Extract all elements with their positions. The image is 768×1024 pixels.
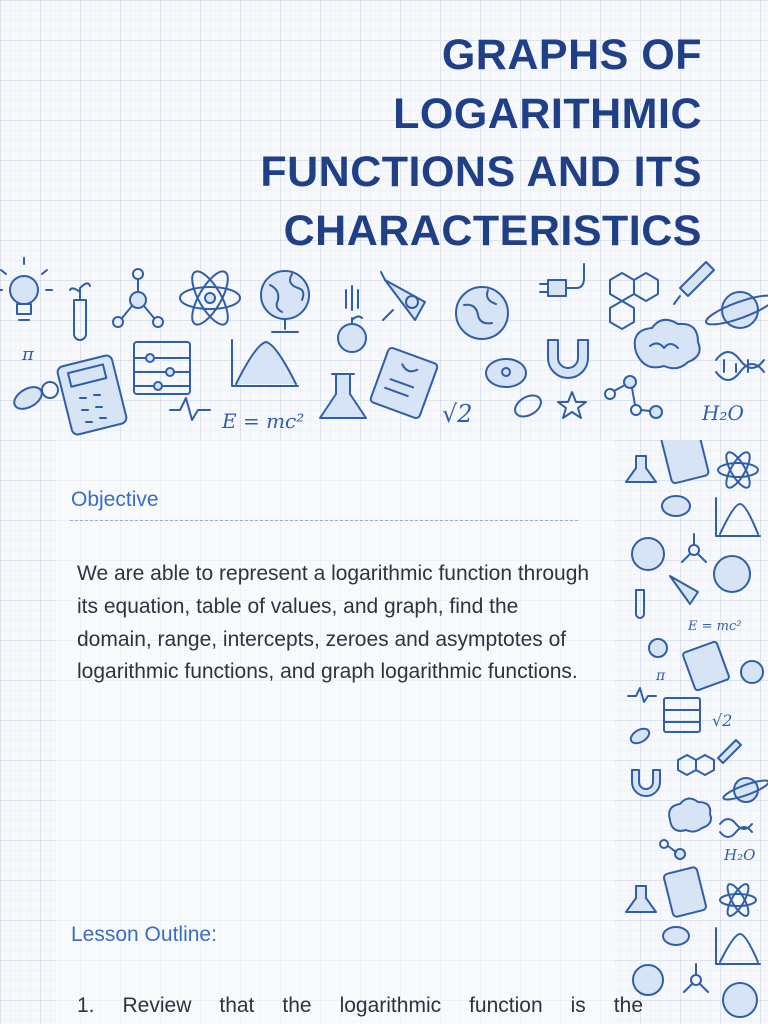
pi-symbol: π [656,668,666,684]
emc2-formula: E = mc² [222,409,305,433]
pills-icon [11,382,58,413]
globe-icon [261,271,309,332]
rocket-icon [670,576,698,604]
magnet-icon [632,770,660,796]
falling-apple-icon [649,639,667,657]
abacus-icon [134,342,190,394]
dna-icon [716,352,764,380]
test-tube-icon [636,590,644,618]
brain-icon [669,798,711,831]
flask-icon [626,456,656,482]
science-doodle-band [0,250,768,440]
title-line-1: GRAPHS OF [441,31,702,79]
list-item-text: Review that the logarithmic function is the [122,994,643,1017]
calculator-icon [56,354,127,435]
microbe-icon [663,927,689,945]
microbe-icon [486,359,545,421]
molecule-icon [682,534,706,562]
objective-divider [70,520,578,521]
dropper-icon [718,740,741,763]
bell-curve-graph-icon [716,928,760,964]
atom-icon [718,449,758,491]
molecule-icon [684,964,708,992]
heartbeat-icon [628,688,656,702]
lightbulb-icon [741,661,763,683]
bell-curve-graph-icon [716,498,760,536]
objective-heading: Objective [71,488,159,511]
abacus-icon [664,698,700,732]
list-item-number: 1. [77,994,95,1017]
flask-icon [320,374,366,418]
h2o-formula: H₂O [702,401,744,425]
title-line-3: FUNCTIONS AND ITS [260,148,702,196]
planet-icon [722,777,768,803]
molecule-chain-icon [660,840,685,859]
emc2-formula: E = mc² [688,619,742,634]
brain-icon [635,320,700,368]
bell-curve-graph-icon [232,340,298,386]
molecule-chain-icon [605,376,662,418]
rocket-icon [381,272,425,320]
test-tube-icon [70,283,90,340]
atom-icon [180,267,240,330]
sqrt2-symbol: √2 [442,400,473,428]
lesson-outline-heading: Lesson Outline: [71,923,217,946]
star-icon [558,392,586,418]
dropper-icon [674,262,714,304]
document-icon [370,347,439,419]
lesson-outline-item [77,990,643,1022]
microbe-icon [662,496,690,516]
calculator-icon [661,440,709,484]
lightbulb-icon [0,258,52,320]
calculator-icon [663,867,707,918]
h2o-formula: H₂O [724,846,756,864]
atom-icon [720,881,756,918]
sqrt2-symbol: √2 [712,711,733,730]
planet-icon [703,290,768,330]
earth-icon [456,287,508,339]
earth-icon [714,556,750,592]
title-line-4: CHARACTERISTICS [283,206,702,255]
magnet-icon [548,340,588,378]
pills-icon [628,726,651,746]
side-doodle-column [620,440,768,1024]
earth-icon [723,983,757,1017]
chemical-structure-icon [678,755,714,775]
page-title [102,26,702,260]
falling-apple-icon [338,286,366,352]
pi-symbol: π [22,344,34,365]
dna-icon [720,819,752,837]
plug-icon [540,264,584,296]
chemical-structure-icon [610,273,658,329]
globe-icon [632,538,664,570]
title-line-2: LOGARITHMIC [393,89,702,138]
document-icon [682,641,730,691]
heartbeat-icon [170,398,210,420]
objective-text: We are able to represent a logarithmic function through its equation, table of values, and graph, find the domain, range, intercepts, zeroes and asymptotes of logarithmic functions, and graph logarithmic functions. [77,562,590,684]
molecule-icon [113,269,163,327]
flask-icon [626,886,656,912]
